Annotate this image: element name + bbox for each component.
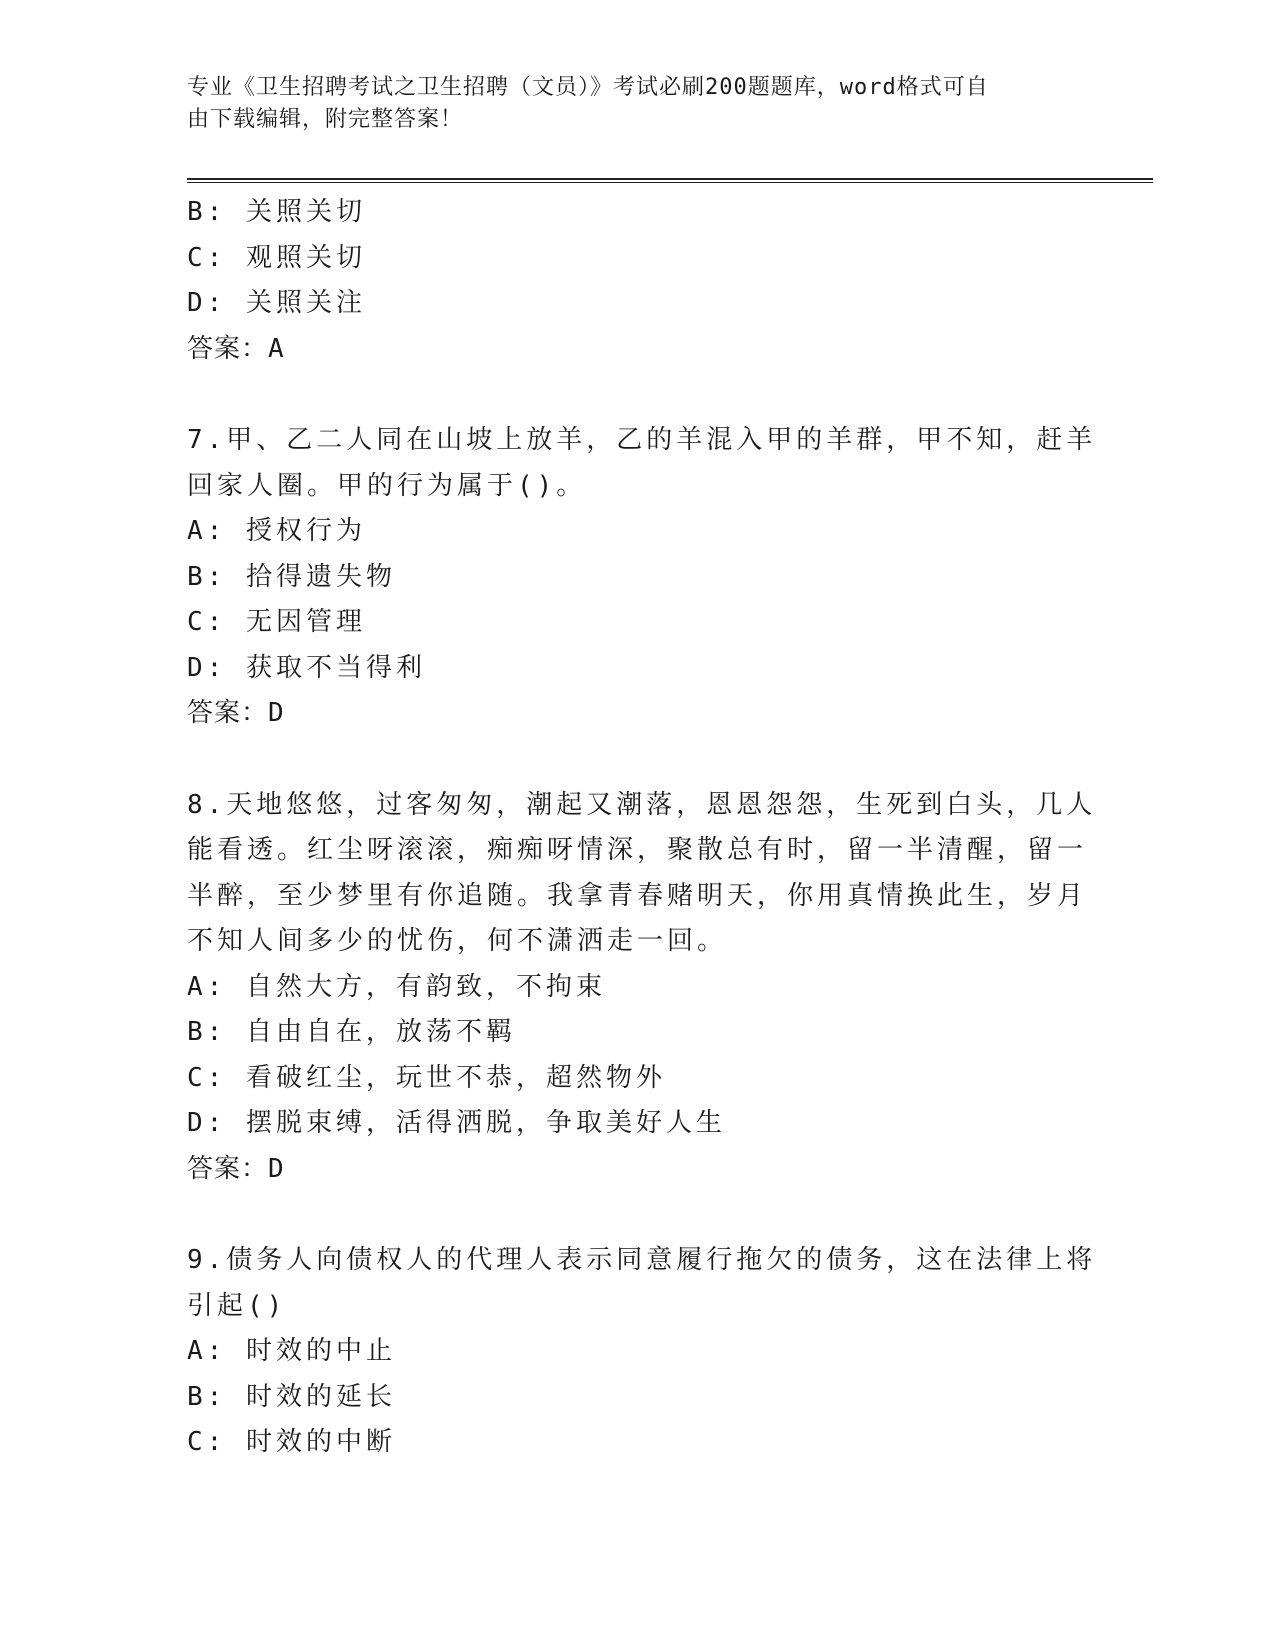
- question-list: [187, 190, 1097, 1466]
- option-d: D: 关照关注: [187, 288, 366, 318]
- spacer: [187, 737, 1067, 783]
- option-d: D: 获取不当得利: [187, 652, 426, 683]
- question-stem: 7.甲、乙二人同在山坡上放羊，乙的羊混入甲的羊群，甲不知，赶羊: [187, 425, 1097, 455]
- option-b: B: 时效的延长: [187, 1381, 396, 1412]
- question-stem: 半醉，至少梦里有你追随。我拿青春赌明天，你用真情换此生，岁月: [187, 880, 1088, 911]
- header-line-1: 专业《卫生招聘考试之卫生招聘（文员）》考试必刷200题题库，word格式可自: [187, 75, 989, 100]
- question-6: [187, 190, 1067, 372]
- option-a: A: 自然大方，有韵致，不拘束: [187, 971, 606, 1002]
- question-stem: 回家人圈。甲的行为属于()。: [187, 470, 587, 501]
- question-stem: 8.天地悠悠，过客匆匆，潮起又潮落，恩恩怨怨，生死到白头，几人: [187, 789, 1097, 820]
- answer: 答案：A: [187, 333, 285, 364]
- option-a: A: 时效的中止: [187, 1336, 396, 1366]
- option-c: C: 观照关切: [187, 242, 366, 273]
- answer: 答案：D: [187, 1153, 285, 1184]
- question-7: [187, 418, 1097, 737]
- spacer: [187, 1192, 1067, 1238]
- question-stem: 不知人间多少的忧伤，何不潇洒走一回。: [187, 926, 728, 956]
- spacer: [187, 372, 1067, 418]
- question-stem: 能看透。红尘呀滚滚，痴痴呀情深，聚散总有时，留一半清醒，留一: [187, 835, 1088, 865]
- answer: 答案：D: [187, 698, 285, 728]
- question-9: [187, 1238, 1097, 1466]
- option-c: C: 看破红尘，玩世不恭，超然物外: [187, 1062, 666, 1093]
- option-b: B: 拾得遗失物: [187, 561, 396, 592]
- header-divider: [187, 178, 1153, 183]
- question-stem: 引起(): [187, 1290, 287, 1321]
- header-line-2: 由下载编辑，附完整答案！: [187, 107, 464, 132]
- option-b: B: 自由自在，放荡不羁: [187, 1017, 516, 1047]
- document-header: [187, 72, 1067, 136]
- option-c: C: 无因管理: [187, 607, 366, 637]
- option-a: A: 授权行为: [187, 516, 366, 546]
- option-d: D: 摆脱束缚，活得洒脱，争取美好人生: [187, 1108, 726, 1138]
- question-stem: 9.债务人向债权人的代理人表示同意履行拖欠的债务，这在法律上将: [187, 1245, 1097, 1275]
- option-b: B: 关照关切: [187, 197, 366, 227]
- option-c: C: 时效的中断: [187, 1427, 396, 1457]
- question-8: [187, 783, 1097, 1193]
